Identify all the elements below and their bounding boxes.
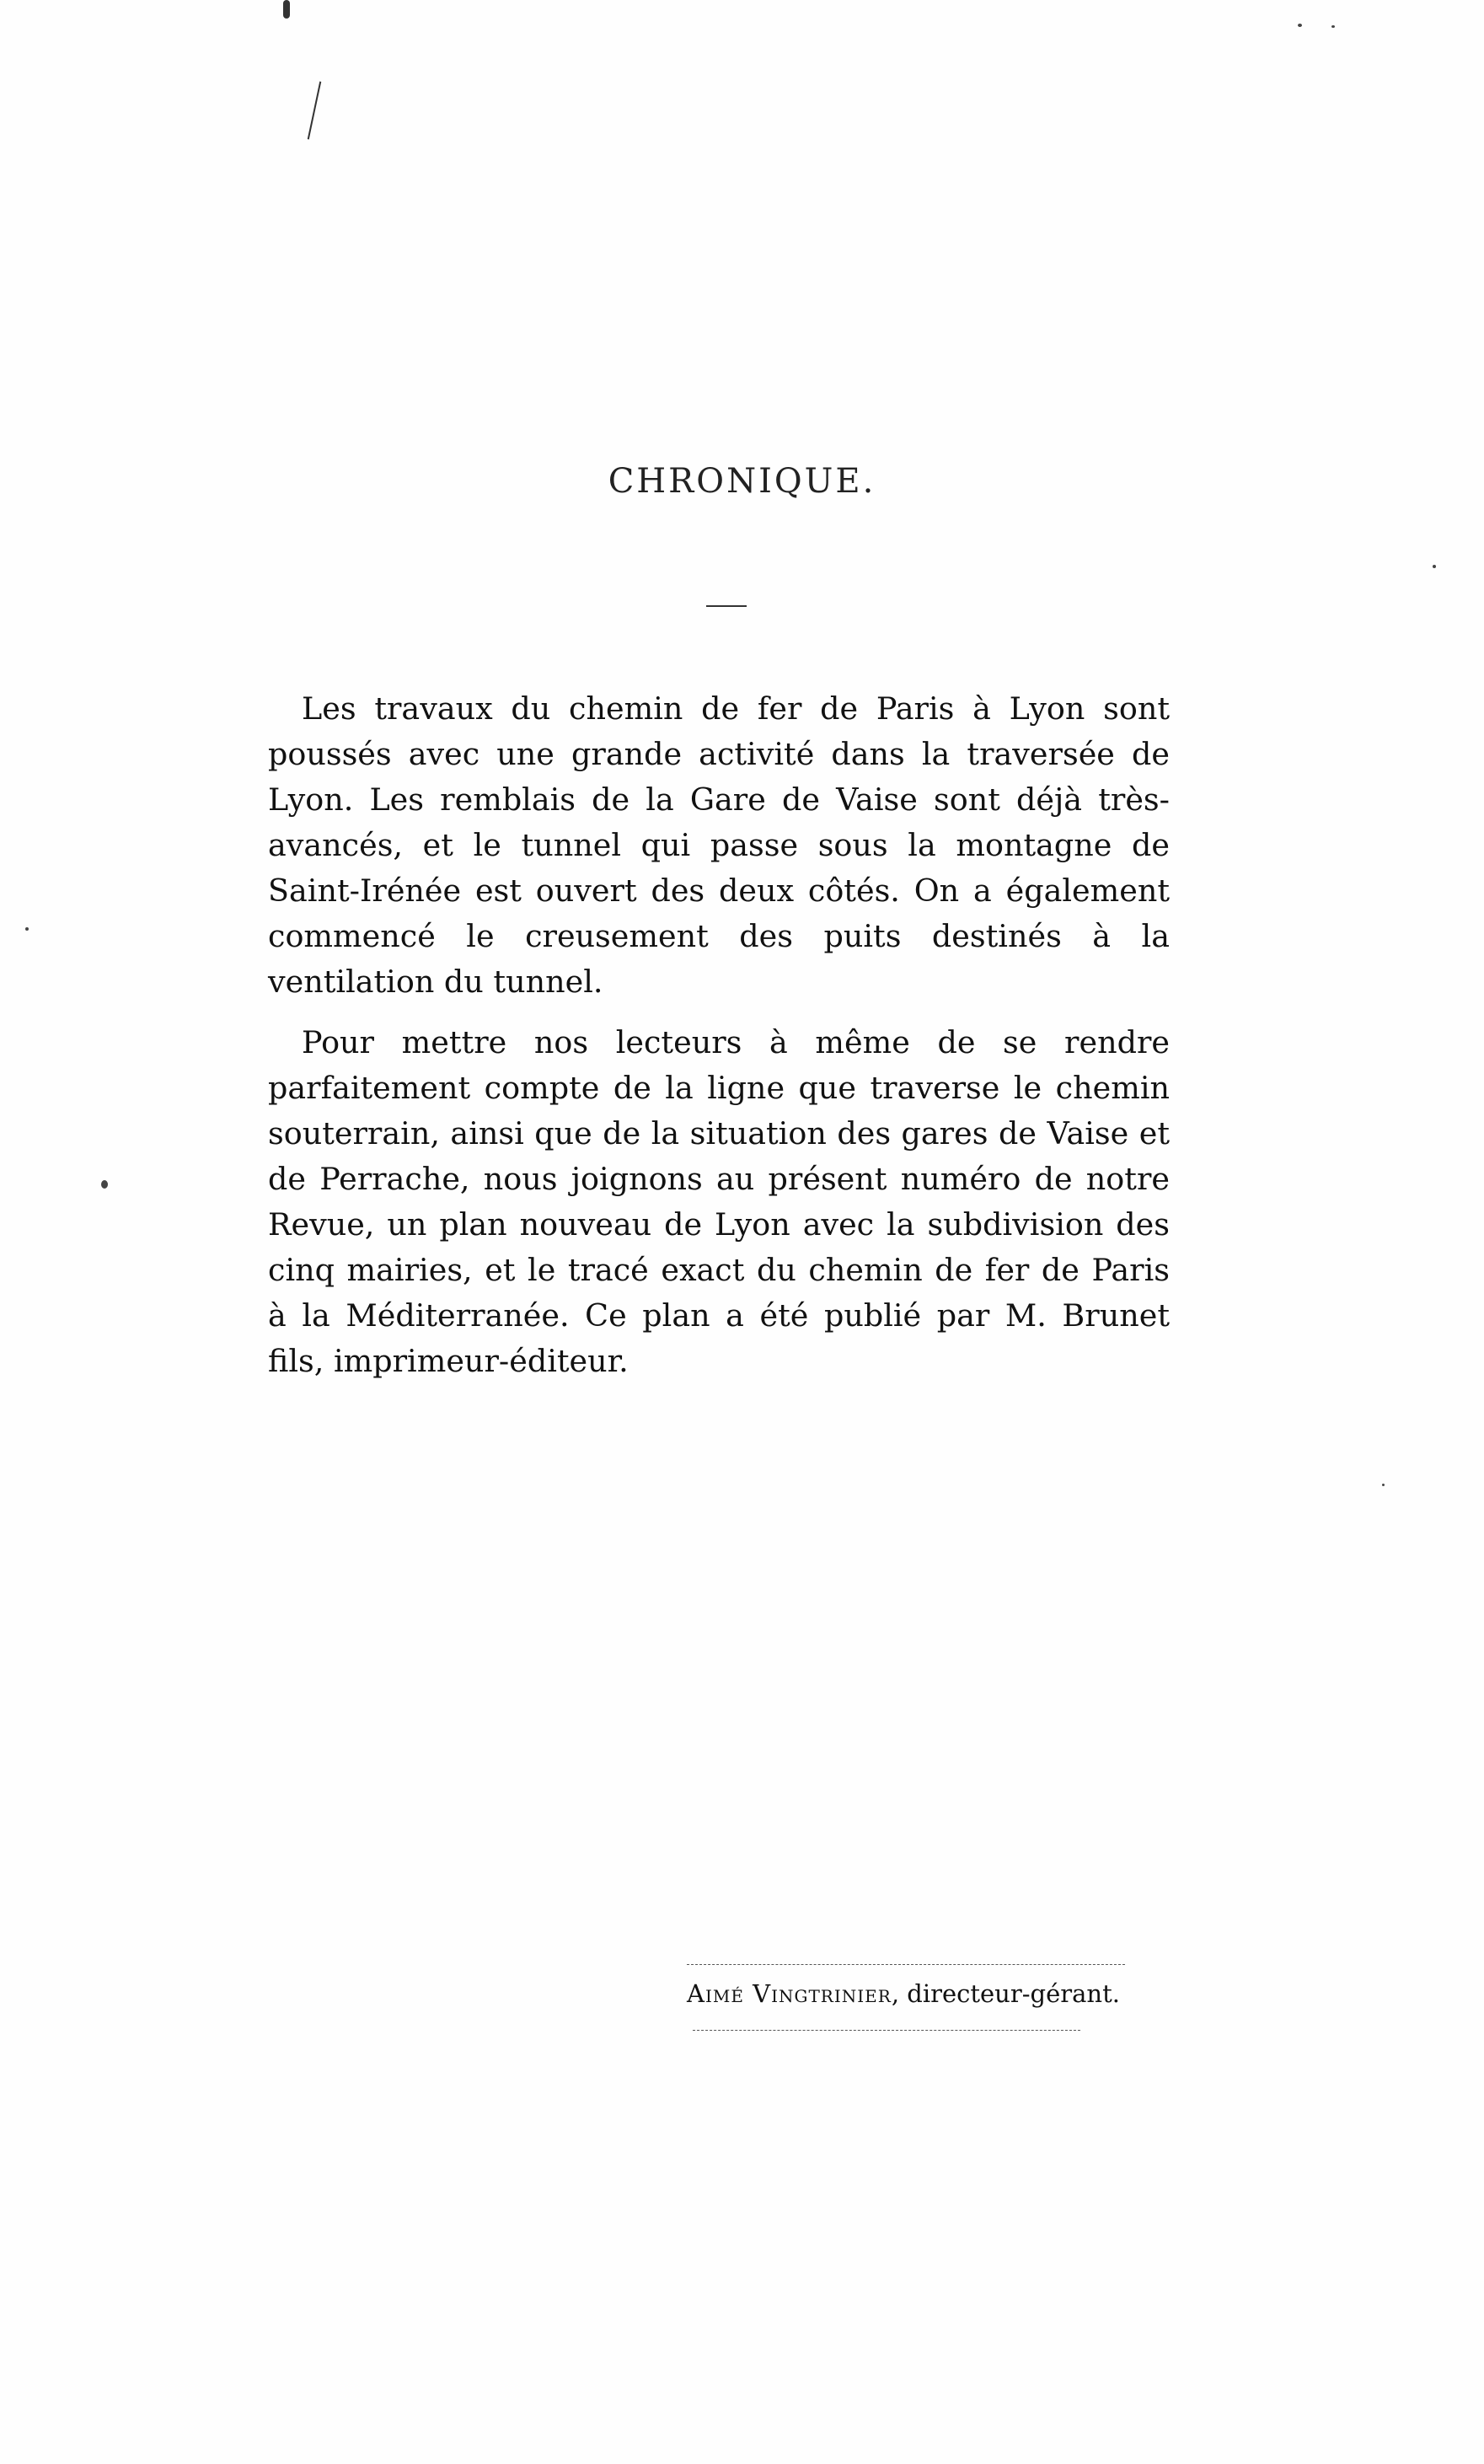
- signature: [687, 1979, 1120, 2008]
- speck: [25, 927, 29, 931]
- speck: [1298, 24, 1302, 27]
- ink-mark-top-left: [283, 0, 290, 19]
- article-paragraph: Pour mettre nos lecteurs à même de se rendre parfaitement compte de la ligne que traverse le chemin souterrain, ainsi que de la situation des gares de Vaise et de Perrache, nous joignons au présent numéro de notre Revue, un plan nouveau de Lyon avec la subdivision des cinq mairies, et le tracé exact du chemin de fer de Paris à la Méditerranée. Ce plan a été publié par M. Brunet fils, imprimeur-éditeur.: [268, 1024, 1170, 1379]
- article-paragraph: Les travaux du chemin de fer de Paris à Lyon sont poussés avec une grande activité dans la traversée de Lyon. Les remblais de la Gare de Vaise sont déjà très-avancés, et le tunnel qui passe sous la montagne de Saint-Irénée est ouvert des deux côtés. On a également commencé le creusement des puits destinés à la ventilation du tunnel.: [268, 690, 1170, 1000]
- page-title: CHRONIQUE.: [608, 462, 876, 501]
- signature-rule-bottom: [693, 2030, 1080, 2031]
- speck: [1433, 565, 1436, 568]
- title-divider: [706, 605, 747, 607]
- speck: [1331, 25, 1335, 28]
- speck: [1382, 1484, 1385, 1486]
- signature-name: Aimé Vingtrinier: [687, 1979, 892, 2008]
- ink-stroke-top-left: [308, 82, 322, 140]
- signature-rule-top: [687, 1964, 1125, 1965]
- speck: [101, 1180, 108, 1189]
- article-body: [268, 686, 1170, 1384]
- signature-role: , directeur-gérant.: [891, 1979, 1120, 2008]
